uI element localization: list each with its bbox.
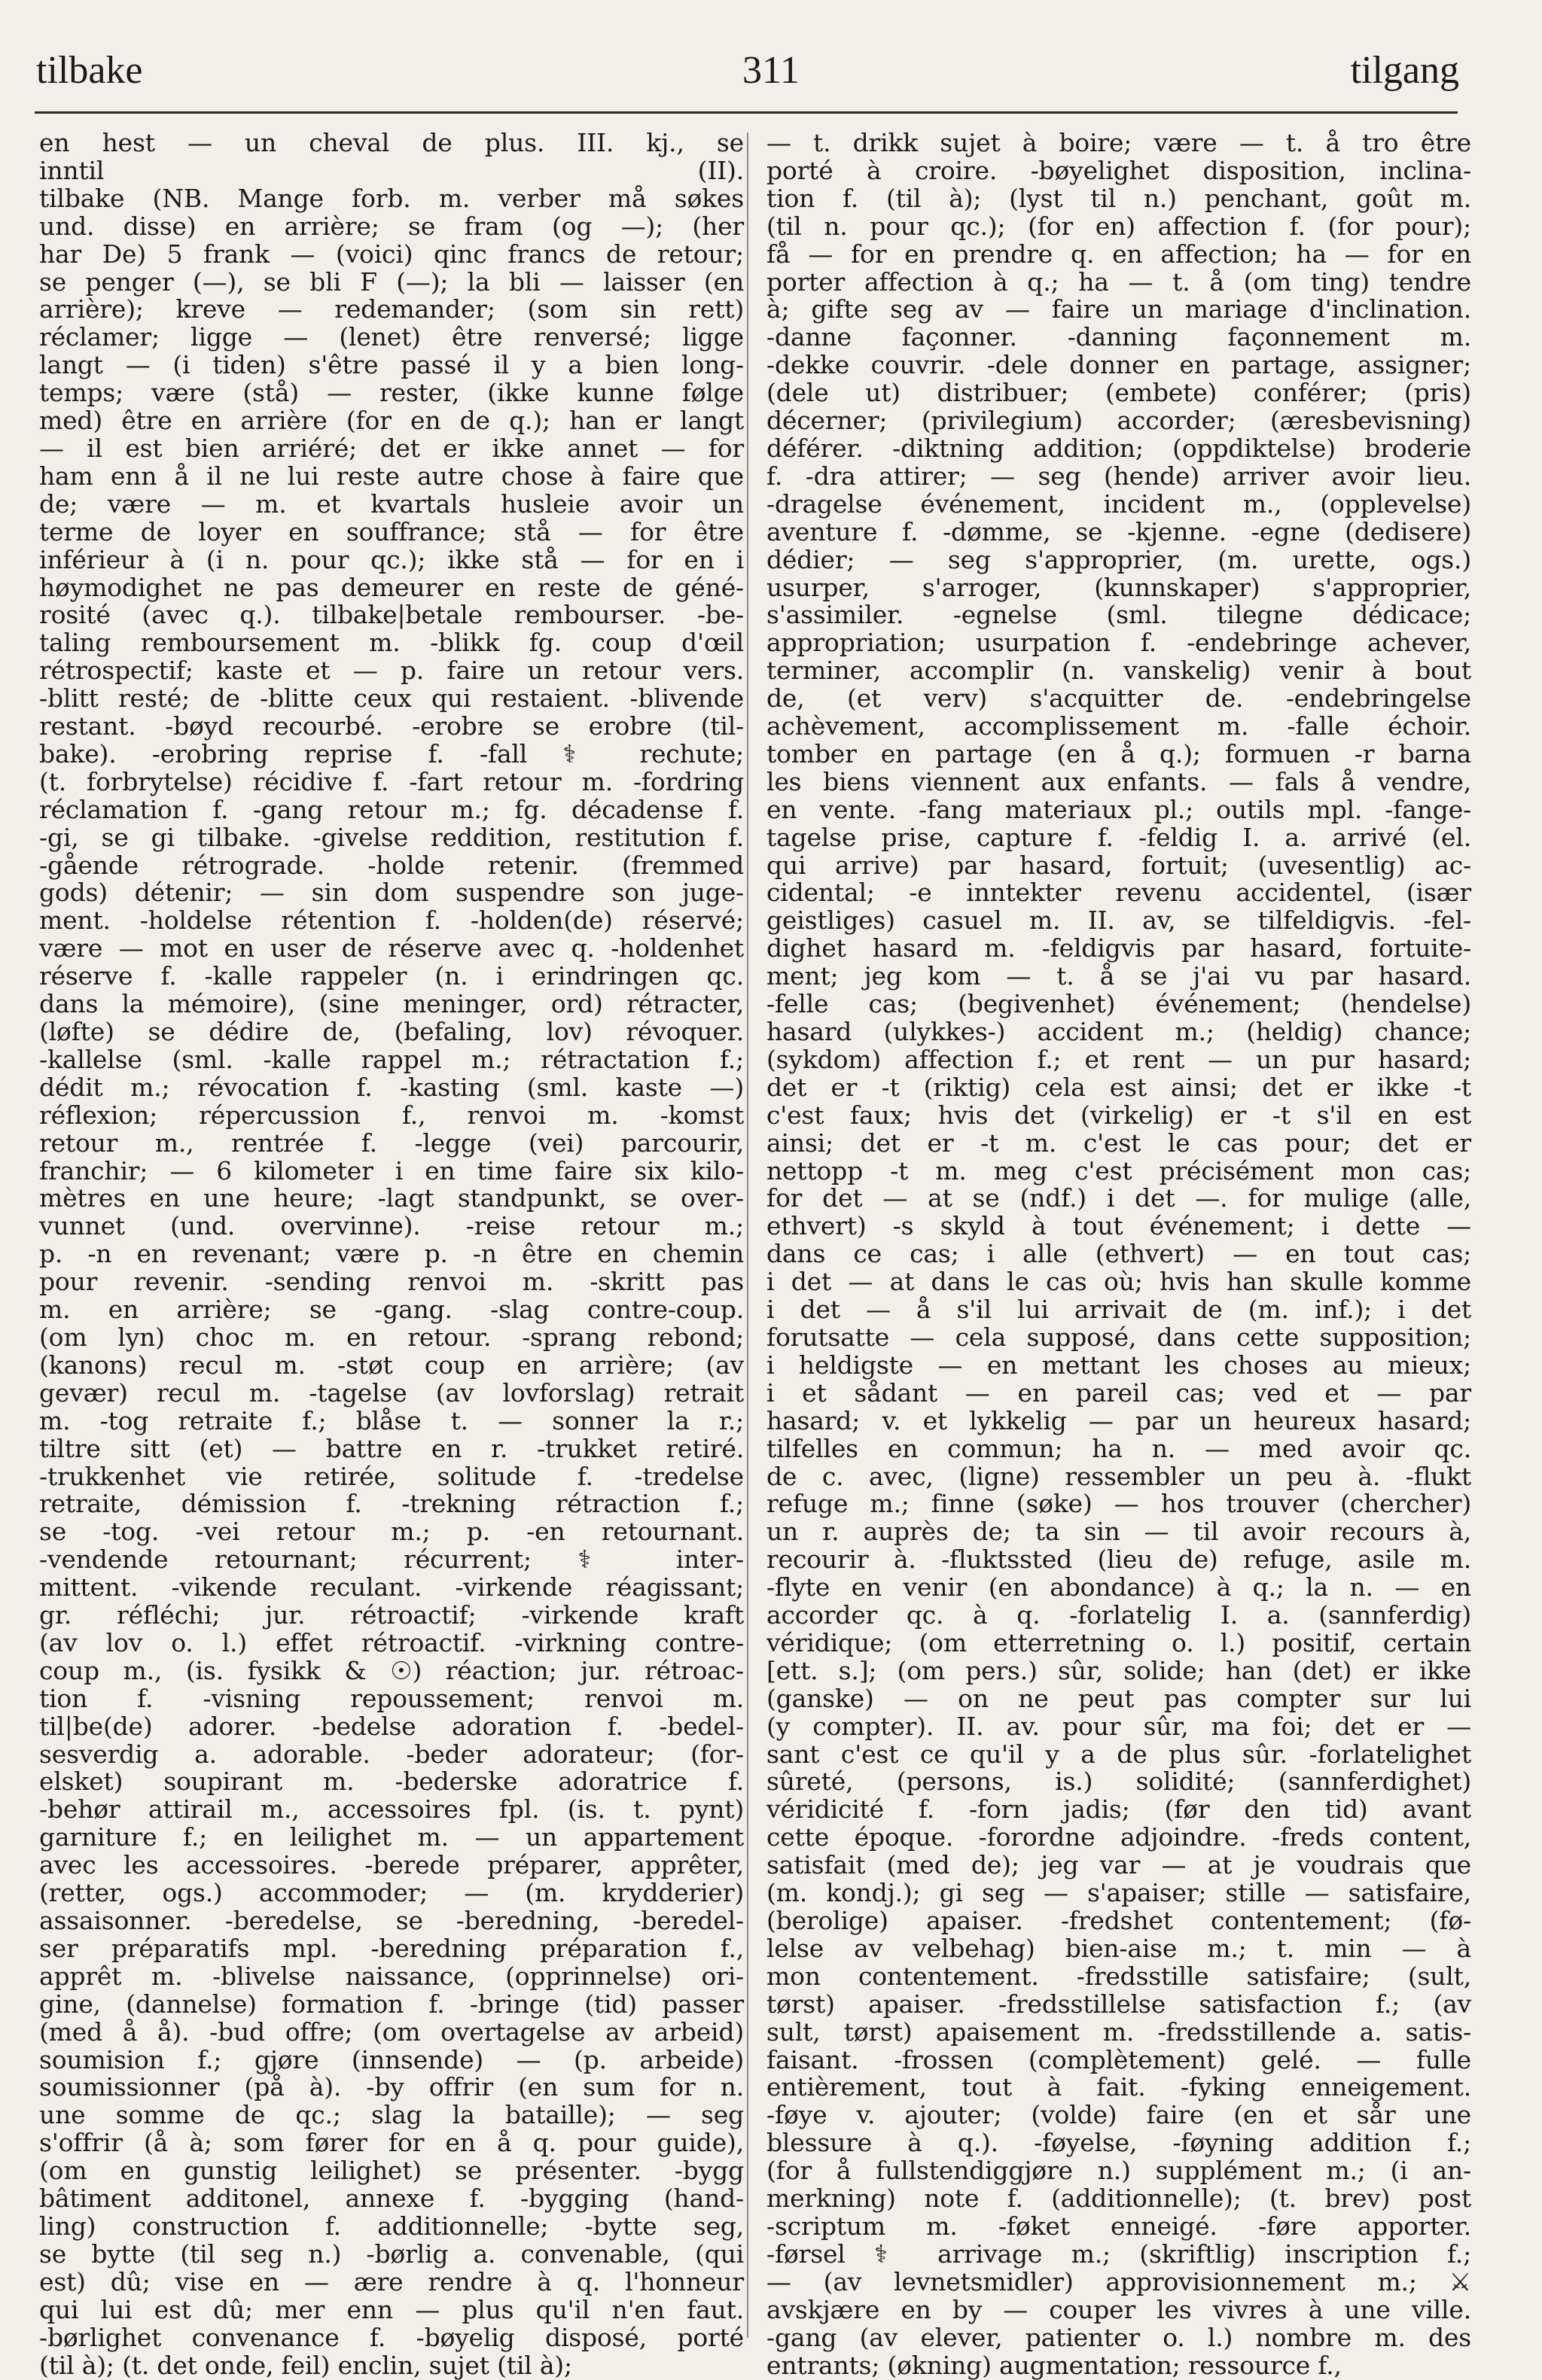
entry-line: være — mot en user de réserve avec q. -holdenhet (39, 933, 744, 963)
entry-line: rosité (avec q.). tilbake|betale rembourser. -be- (39, 600, 744, 630)
entry-line: de; være — m. et kvartals husleie avoir un (39, 488, 744, 519)
entry-line: med) être en arrière (for en de q.); han er langt (39, 406, 744, 436)
entry-line: (kanons) recul m. -støt coup en arrière; (av (39, 1350, 744, 1380)
entry-line: une somme de qc.; slag la bataille); — seg (39, 2100, 744, 2130)
entry-line: lelse av velbehag) bien-aise m.; t. min — à (766, 1933, 1471, 1963)
entry-line: se bytte (til seg n.) -børlig a. convenable, (qui (39, 2238, 744, 2269)
entry-line: for det — at se (ndf.) i det —. for mulige (alle, (766, 1183, 1471, 1213)
entry-line: mittent. -vikende reculant. -virkende réagissant; (39, 1572, 744, 1602)
entry-line: déférer. -diktning addition; (oppdiktelse) broderie (766, 433, 1471, 463)
right-column (766, 128, 1471, 2380)
entry-line: dans ce cas; i alle (ethvert) — en tout cas; (766, 1239, 1471, 1269)
entry-line: arrière); kreve — redemander; (som sin rett) (39, 294, 744, 324)
entry-line: -føye v. ajouter; (volde) faire (en et sår une (766, 2100, 1471, 2130)
entry-line: blessure à q.). -føyelse, -føyning addition f.; (766, 2128, 1471, 2158)
entry-line: f. -dra attirer; — seg (hende) arriver avoir lieu. (766, 461, 1471, 491)
entry-line: achèvement, accomplissement m. -falle échoir. (766, 711, 1471, 741)
entry-line: est) dû; vise en — ære rendre à q. l'honneur (39, 2266, 744, 2296)
entry-line: appropriation; usurpation f. -endebringe achever, (766, 628, 1471, 658)
entry-line: ham enn å il ne lui reste autre chose à faire que (39, 461, 744, 491)
entry-line: de, (et verv) s'acquitter de. -endebringelse (766, 683, 1471, 714)
entry-line: dédier; — seg s'approprier, (m. urette, ogs.) (766, 544, 1471, 574)
entry-line: usurper, s'arroger, (kunnskaper) s'approprier, (766, 572, 1471, 602)
entry-line: -gående rétrograde. -holde retenir. (fremmed (39, 850, 744, 880)
entry-line: sûreté, (persons, is.) solidité; (sannferdighet) (766, 1767, 1471, 1797)
entry-line: porté à croire. -bøyelighet disposition, inclina- (766, 155, 1471, 185)
entry-line: (ganske) — on ne peut pas compter sur lui (766, 1683, 1471, 1713)
entry-line: ainsi; det er -t m. c'est le cas pour; det er (766, 1128, 1471, 1158)
entry-line: vunnet (und. overvinne). -reise retour m.; (39, 1211, 744, 1241)
page-header (0, 0, 1542, 113)
entry-line: à; gifte seg av — faire un mariage d'inclination. (766, 294, 1471, 324)
entry-line: -behør attirail m., accessoires fpl. (is. t. pynt) (39, 1794, 744, 1825)
entry-line: avskjære en by — couper les vivres à une ville. (766, 2294, 1471, 2324)
entry-line: se penger (—), se bli F (—); la bli — laisser (en (39, 266, 744, 297)
entry-line: tilbake (NB. Mange forb. m. verber må søkes (39, 183, 744, 213)
entry-line: un r. auprès de; ta sin — til avoir recours à, (766, 1517, 1471, 1547)
entry-line: tørst) apaiser. -fredsstillelse satisfaction f.; (av (766, 1989, 1471, 2019)
column-divider (747, 132, 748, 2338)
entry-line: refuge m.; finne (søke) — hos trouver (chercher) (766, 1489, 1471, 1519)
entry-line: ment. -holdelse rétention f. -holden(de) réservé; (39, 905, 744, 936)
entry-line: ethvert) -s skyld à tout événement; i dette — (766, 1211, 1471, 1241)
entry-line: gods) détenir; — sin dom suspendre son juge- (39, 878, 744, 908)
entry-line: réserve f. -kalle rappeler (n. i erindringen qc. (39, 961, 744, 991)
entry-line: gine, (dannelse) formation f. -bringe (tid) passer (39, 1989, 744, 2019)
entry-line: (t. forbrytelse) récidive f. -fart retour m. -fordring (39, 766, 744, 796)
entry-line: elsket) soupirant m. -bederske adoratrice f. (39, 1767, 744, 1797)
entry-line: (berolige) apaiser. -fredshet contentement; (fø- (766, 1906, 1471, 1935)
entry-line: (om en gunstig leilighet) se présenter. -bygg (39, 2156, 744, 2186)
entry-line: (for å fullstendiggjøre n.) supplément m.; (i an- (766, 2156, 1471, 2186)
entry-line: det er -t (riktig) cela est ainsi; det er ikke -t (766, 1072, 1471, 1102)
entry-line: cidental; -e inntekter revenu accidentel, (især (766, 878, 1471, 908)
entry-line: (om lyn) choc m. en retour. -sprang rebond; (39, 1322, 744, 1352)
entry-line: sult, tørst) apaisement m. -fredsstillende a. satis- (766, 2016, 1471, 2047)
entry-line: sant c'est ce qu'il y a de plus sûr. -forlatelighet (766, 1739, 1471, 1769)
entry-line: inntil (II). (39, 155, 744, 185)
entry-line: — t. drikk sujet à boire; være — t. å tro être (766, 128, 1471, 157)
entry-line: p. -n en revenant; være p. -n être en chemin (39, 1239, 744, 1269)
entry-line: forutsatte — cela supposé, dans cette supposition; (766, 1322, 1471, 1352)
entry-line: coup m., (is. fysikk & ☉) réaction; jur. rétroac- (39, 1655, 744, 1685)
entry-line: assaisonner. -beredelse, se -beredning, -beredel- (39, 1906, 744, 1935)
entry-line: inférieur à (i n. pour qc.); ikke stå — for en i (39, 544, 744, 574)
entry-line: véridicité f. -forn jadis; (før den tid) avant (766, 1794, 1471, 1825)
entry-line: faisant. -frossen (complètement) gelé. — fulle (766, 2044, 1471, 2074)
entry-line: terme de loyer en souffrance; stå — for être (39, 516, 744, 546)
entry-line: m. en arrière; se -gang. -slag contre-coup. (39, 1295, 744, 1325)
entry-line: (til n. pour qc.); (for en) affection f. (for pour); (766, 211, 1471, 241)
entry-line: (av lov o. l.) effet rétroactif. -virkning contre- (39, 1627, 744, 1657)
entry-line: i det — at dans le cas où; hvis han skulle komme (766, 1267, 1471, 1297)
entry-line: geistliges) casuel m. II. av, se tilfeldigvis. -fel- (766, 905, 1471, 936)
entry-line: pour revenir. -sending renvoi m. -skritt pas (39, 1267, 744, 1297)
entry-line: tomber en partage (en å q.); formuen -r barna (766, 738, 1471, 768)
entry-line: -felle cas; (begivenhet) événement; (hendelse) (766, 989, 1471, 1019)
entry-line: en hest — un cheval de plus. III. kj., se (39, 128, 744, 157)
entry-line: (sykdom) affection f.; et rent — un pur hasard; (766, 1044, 1471, 1074)
entry-line: har De) 5 frank — (voici) qinc francs de retour; (39, 239, 744, 269)
entry-line: -børlighet convenance f. -bøyelig disposé, porté (39, 2322, 744, 2352)
entry-line: réflexion; répercussion f., renvoi m. -komst (39, 1100, 744, 1130)
entry-line: -dekke couvrir. -dele donner en partage, assigner; (766, 350, 1471, 380)
entry-line: qui lui est dû; mer enn — plus qu'il n'en faut. (39, 2294, 744, 2324)
left-guide-word: tilbake (36, 49, 143, 92)
entry-line: dighet hasard m. -feldigvis par hasard, fortuite- (766, 933, 1471, 963)
entry-line: s'offrir (å à; som fører for en å q. pour guide), (39, 2128, 744, 2158)
entry-line: merkning) note f. (additionnelle); (t. brev) post (766, 2184, 1471, 2214)
entry-line: accorder qc. à q. -forlatelig I. a. (sannferdig) (766, 1600, 1471, 1630)
entry-line: soumision f.; gjøre (innsende) — (p. arbeide) (39, 2044, 744, 2074)
entry-line: franchir; — 6 kilometer i en time faire six kilo- (39, 1155, 744, 1185)
entry-line: réclamer; ligge — (lenet) être renversé; ligge (39, 322, 744, 352)
entry-line: les biens viennent aux enfants. — fals å vendre, (766, 766, 1471, 796)
entry-line: décerner; (privilegium) accorder; (æresbevisning) (766, 406, 1471, 436)
entry-line: terminer, accomplir (n. vanskelig) venir à bout (766, 656, 1471, 686)
entry-line: i det — å s'il lui arrivait de (m. inf.); i det (766, 1295, 1471, 1325)
entry-line: cette époque. -forordne adjoindre. -freds content, (766, 1822, 1471, 1852)
entry-line: ment; jeg kom — t. å se j'ai vu par hasard. (766, 961, 1471, 991)
entry-line: nettopp -t m. meg c'est précisément mon cas; (766, 1155, 1471, 1185)
entry-line: en vente. -fang materiaux pl.; outils mpl. -fange- (766, 794, 1471, 824)
entry-line: (til à); (t. det onde, feil) enclin, sujet (til à); (39, 2350, 572, 2380)
entry-line: tilfelles en commun; ha n. — med avoir qc. (766, 1433, 1471, 1463)
entry-line: hasard; v. et lykkelig — par un heureux hasard; (766, 1405, 1471, 1435)
entry-line: i heldigste — en mettant les choses au mieux; (766, 1350, 1471, 1380)
entry-line: få — for en prendre q. en affection; ha — for en (766, 239, 1471, 269)
entry-line: bake). -erobring reprise f. -fall ⚕ rechute; (39, 738, 744, 768)
entry-line: gevær) recul m. -tagelse (av lovforslag) retrait (39, 1377, 744, 1408)
entry-line: i et sådant — en pareil cas; ved et — par (766, 1377, 1471, 1408)
entry-line: — (av levnetsmidler) approvisionnement m.; ⚔ (766, 2266, 1471, 2296)
entry-line: -blitt resté; de -blitte ceux qui restaient. -blivende (39, 683, 744, 714)
entry-line: garniture f.; en leilighet m. — un appartement (39, 1822, 744, 1852)
entry-line: gr. réfléchi; jur. rétroactif; -virkende kraft (39, 1600, 744, 1630)
entry-line: taling remboursement m. -blikk fg. coup d'œil (39, 628, 744, 658)
entry-line: soumissionner (på à). -by offrir (en sum for n. (39, 2072, 744, 2102)
entry-line: (retter, ogs.) accommoder; — (m. krydderier) (39, 1878, 744, 1908)
entry-line: und. disse) en arrière; se fram (og —); (her (39, 211, 744, 241)
entry-line: réclamation f. -gang retour m.; fg. décadense f. (39, 794, 744, 824)
entry-line: (dele ut) distribuer; (embete) conférer; (pris) (766, 378, 1471, 408)
entry-line: s'assimiler. -egnelse (sml. tilegne dédicace; (766, 600, 1471, 630)
entry-line: (med å å). -bud offre; (om overtagelse av arbeid) (39, 2016, 744, 2047)
entry-line: apprêt m. -blivelse naissance, (opprinnelse) ori- (39, 1961, 744, 1991)
entry-line: mètres en une heure; -lagt standpunkt, se over- (39, 1183, 744, 1213)
entry-line: m. -tog retraite f.; blåse t. — sonner la r.; (39, 1405, 744, 1435)
entry-line: tion f. (til à); (lyst til n.) penchant, goût m. (766, 183, 1471, 213)
entry-line: aventure f. -dømme, se -kjenne. -egne (dedisere) (766, 516, 1471, 546)
entry-line: tion f. -visning repoussement; renvoi m. (39, 1683, 744, 1713)
entry-line: se -tog. -vei retour m.; p. -en retournant. (39, 1517, 744, 1547)
entry-line: satisfait (med de); jeg var — at je voudrais que (766, 1850, 1471, 1880)
entry-line: avec les accessoires. -berede préparer, apprêter, (39, 1850, 744, 1880)
left-column (39, 128, 744, 2380)
entry-line: véridique; (om etterretning o. l.) positif, certain (766, 1627, 1471, 1657)
entry-line: til|be(de) adorer. -bedelse adoration f. -bedel- (39, 1711, 744, 1741)
entry-line: -flyte en venir (en abondance) à q.; la n. — en (766, 1572, 1471, 1602)
entry-line: dans la mémoire), (sine meninger, ord) rétracter, (39, 989, 744, 1019)
entry-line: qui arrive) par hasard, fortuit; (uvesentlig) ac- (766, 850, 1471, 880)
entry-line: langt — (i tiden) s'être passé il y a bien long- (39, 350, 744, 380)
entry-line: mon contentement. -fredsstille satisfaire; (sult, (766, 1961, 1471, 1991)
entry-line: entrants; (økning) augmentation; ressource f., (766, 2350, 1342, 2380)
entry-line: (løfte) se dédire de, (befaling, lov) révoquer. (39, 1017, 744, 1046)
entry-line: ser préparatifs mpl. -beredning préparation f., (39, 1933, 744, 1963)
entry-line: (m. kondj.); gi seg — s'apaiser; stille — satisfaire, (766, 1878, 1471, 1908)
entry-line: høymodighet ne pas demeurer en reste de géné- (39, 572, 744, 602)
entry-line: sesverdig a. adorable. -beder adorateur; (for- (39, 1739, 744, 1769)
entry-line: c'est faux; hvis det (virkelig) er -t s'il en est (766, 1100, 1471, 1130)
entry-line: de c. avec, (ligne) ressembler un peu à. -flukt (766, 1461, 1471, 1491)
entry-line: tiltre sitt (et) — battre en r. -trukket retiré. (39, 1433, 744, 1463)
entry-line: -førsel ⚕ arrivage m.; (skriftlig) inscription f.; (766, 2238, 1471, 2269)
entry-line: -scriptum m. -føket enneigé. -føre apporter. (766, 2211, 1471, 2241)
entry-line: temps; være (stå) — rester, (ikke kunne følge (39, 378, 744, 408)
entry-line: tagelse prise, capture f. -feldig I. a. arrivé (el. (766, 822, 1471, 852)
entry-line: -dragelse événement, incident m., (opplevelse) (766, 488, 1471, 519)
entry-line: bâtiment additonel, annexe f. -bygging (hand- (39, 2184, 744, 2214)
entry-line: ling) construction f. additionnelle; -bytte seg, (39, 2211, 744, 2241)
entry-line: -gi, se gi tilbake. -givelse reddition, restitution f. (39, 822, 744, 852)
entry-line: dédit m.; révocation f. -kasting (sml. kaste —) (39, 1072, 744, 1102)
entry-line: — il est bien arriéré; det er ikke annet — for (39, 433, 744, 463)
page-number: 311 (742, 49, 800, 92)
entry-line: -danne façonner. -danning façonnement m. (766, 322, 1471, 352)
entry-line: -vendende retournant; récurrent; ⚕ inter- (39, 1545, 744, 1575)
entry-line: hasard (ulykkes-) accident m.; (heldig) chance; (766, 1017, 1471, 1046)
entry-line: -kallelse (sml. -kalle rappel m.; rétractation f.; (39, 1044, 744, 1074)
entry-line: recourir à. -fluktssted (lieu de) refuge, asile m. (766, 1545, 1471, 1575)
entry-line: rétrospectif; kaste et — p. faire un retour vers. (39, 656, 744, 686)
entry-line: entièrement, tout à fait. -fyking enneigement. (766, 2072, 1471, 2102)
right-guide-word: tilgang (1350, 49, 1459, 92)
entry-line: restant. -bøyd recourbé. -erobre se erobre (til- (39, 711, 744, 741)
entry-line: retour m., rentrée f. -legge (vei) parcourir, (39, 1128, 744, 1158)
entry-line: [ett. s.]; (om pers.) sûr, solide; han (det) er ikke (766, 1655, 1471, 1685)
entry-line: (y compter). II. av. pour sûr, ma foi; det er — (766, 1711, 1471, 1741)
header-rule (35, 111, 1458, 114)
entry-line: -trukkenhet vie retirée, solitude f. -tredelse (39, 1461, 744, 1491)
entry-line: porter affection à q.; ha — t. å (om ting) tendre (766, 266, 1471, 297)
entry-line: -gang (av elever, patienter o. l.) nombre m. des (766, 2322, 1471, 2352)
entry-line: retraite, démission f. -trekning rétraction f.; (39, 1489, 744, 1519)
